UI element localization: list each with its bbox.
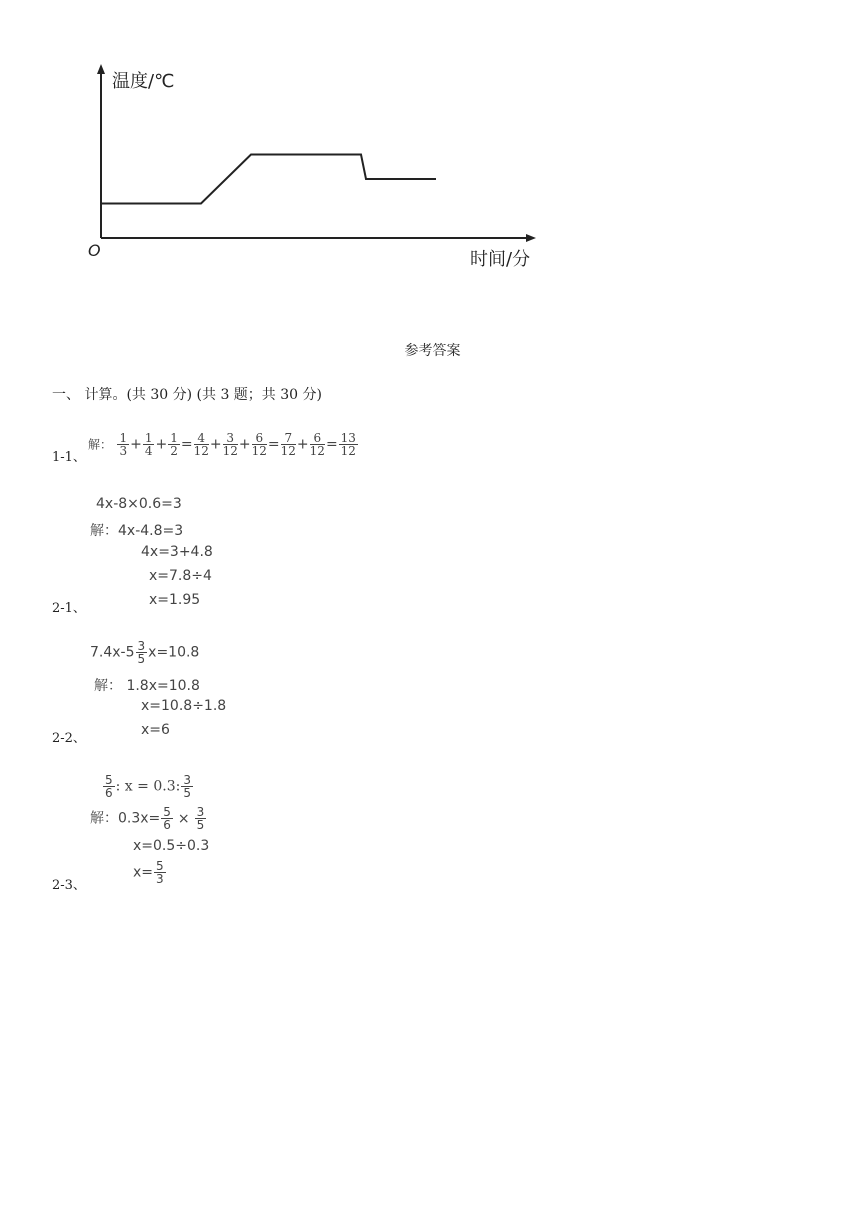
equation-2-2-line4: x=6: [141, 722, 170, 738]
fraction: $\frac{13}{12}$: [340, 431, 356, 458]
equation-2-1-line5: x=1.95: [149, 592, 201, 608]
fraction: $\frac{3}{5}$: [196, 805, 205, 832]
fraction: $\frac{3}{5}$: [137, 639, 146, 666]
fraction: $\frac{7}{12}$: [280, 431, 296, 458]
expr-part: 解：0.3x=: [90, 810, 161, 827]
expr-part: x=10.8: [148, 644, 200, 661]
fraction: $\frac{6}{12}$: [309, 431, 325, 458]
fraction: $\frac{4}{12}$: [193, 431, 209, 458]
equation-2-1-line4: x=7.8÷4: [149, 568, 212, 584]
fraction: $\frac{5}{3}$: [156, 859, 164, 886]
operator: =: [267, 436, 280, 453]
fraction: $\frac{1}{3}$: [119, 431, 128, 458]
equation-2-3-line4: [133, 860, 167, 885]
equation-2-1-line2: 解：4x-4.8=3: [90, 523, 184, 539]
equation-2-1-line3: 4x=3+4.8: [141, 544, 213, 560]
question-number-1-1: 1-1、: [52, 450, 86, 465]
fraction: $\frac{5}{6}$: [105, 773, 113, 800]
operator: ×: [177, 810, 190, 827]
operator: +: [209, 436, 222, 453]
x-axis-label: 时间/分: [470, 249, 531, 270]
origin-label: O: [88, 241, 101, 260]
equation-2-3-line2: [90, 806, 207, 831]
equation-2-2-line3: x=10.8÷1.8: [141, 698, 227, 714]
operator: +: [296, 436, 309, 453]
expr-part: x=: [133, 864, 154, 881]
fraction: $\frac{6}{12}$: [251, 431, 267, 458]
fraction: $\frac{3}{12}$: [222, 431, 238, 458]
equation-2-2-line1: [90, 640, 199, 665]
operator: =: [325, 436, 338, 453]
question-number-2-2: 2-2、: [52, 731, 86, 746]
temperature-line: [101, 155, 436, 204]
y-axis-label: 温度/℃: [112, 71, 175, 92]
expr-part: 7.4x-5: [90, 644, 135, 661]
fraction: $\frac{1}{2}$: [170, 431, 178, 458]
equation-2-2-line2: 解： 1.8x=10.8: [94, 678, 200, 694]
equation-2-3-line1: [102, 774, 194, 799]
operator: +: [155, 436, 168, 453]
question-number-2-3: 2-3、: [52, 878, 86, 893]
expr-part: : x = 0.3:: [115, 778, 181, 795]
answer-title: 参考答案: [404, 343, 461, 359]
operator: =: [180, 436, 193, 453]
question-number-2-1: 2-1、: [52, 601, 86, 616]
operator: +: [238, 436, 251, 453]
temperature-time-graph: [80, 60, 550, 275]
operator: +: [130, 436, 142, 453]
y-axis-arrow: [97, 64, 105, 74]
fraction: $\frac{1}{4}$: [144, 431, 153, 458]
equation-2-1-line1: 4x-8×0.6=3: [96, 496, 182, 512]
x-axis-arrow: [526, 234, 536, 242]
section-heading: 一、 计算。(共 30 分) (共 3 题；共 30 分): [52, 387, 322, 403]
answer-1-1: [88, 432, 359, 457]
jie-label: 解：: [88, 437, 113, 452]
fraction: $\frac{5}{6}$: [163, 805, 171, 832]
equation-2-3-line3: x=0.5÷0.3: [133, 838, 210, 854]
fraction: $\frac{3}{5}$: [183, 773, 191, 800]
